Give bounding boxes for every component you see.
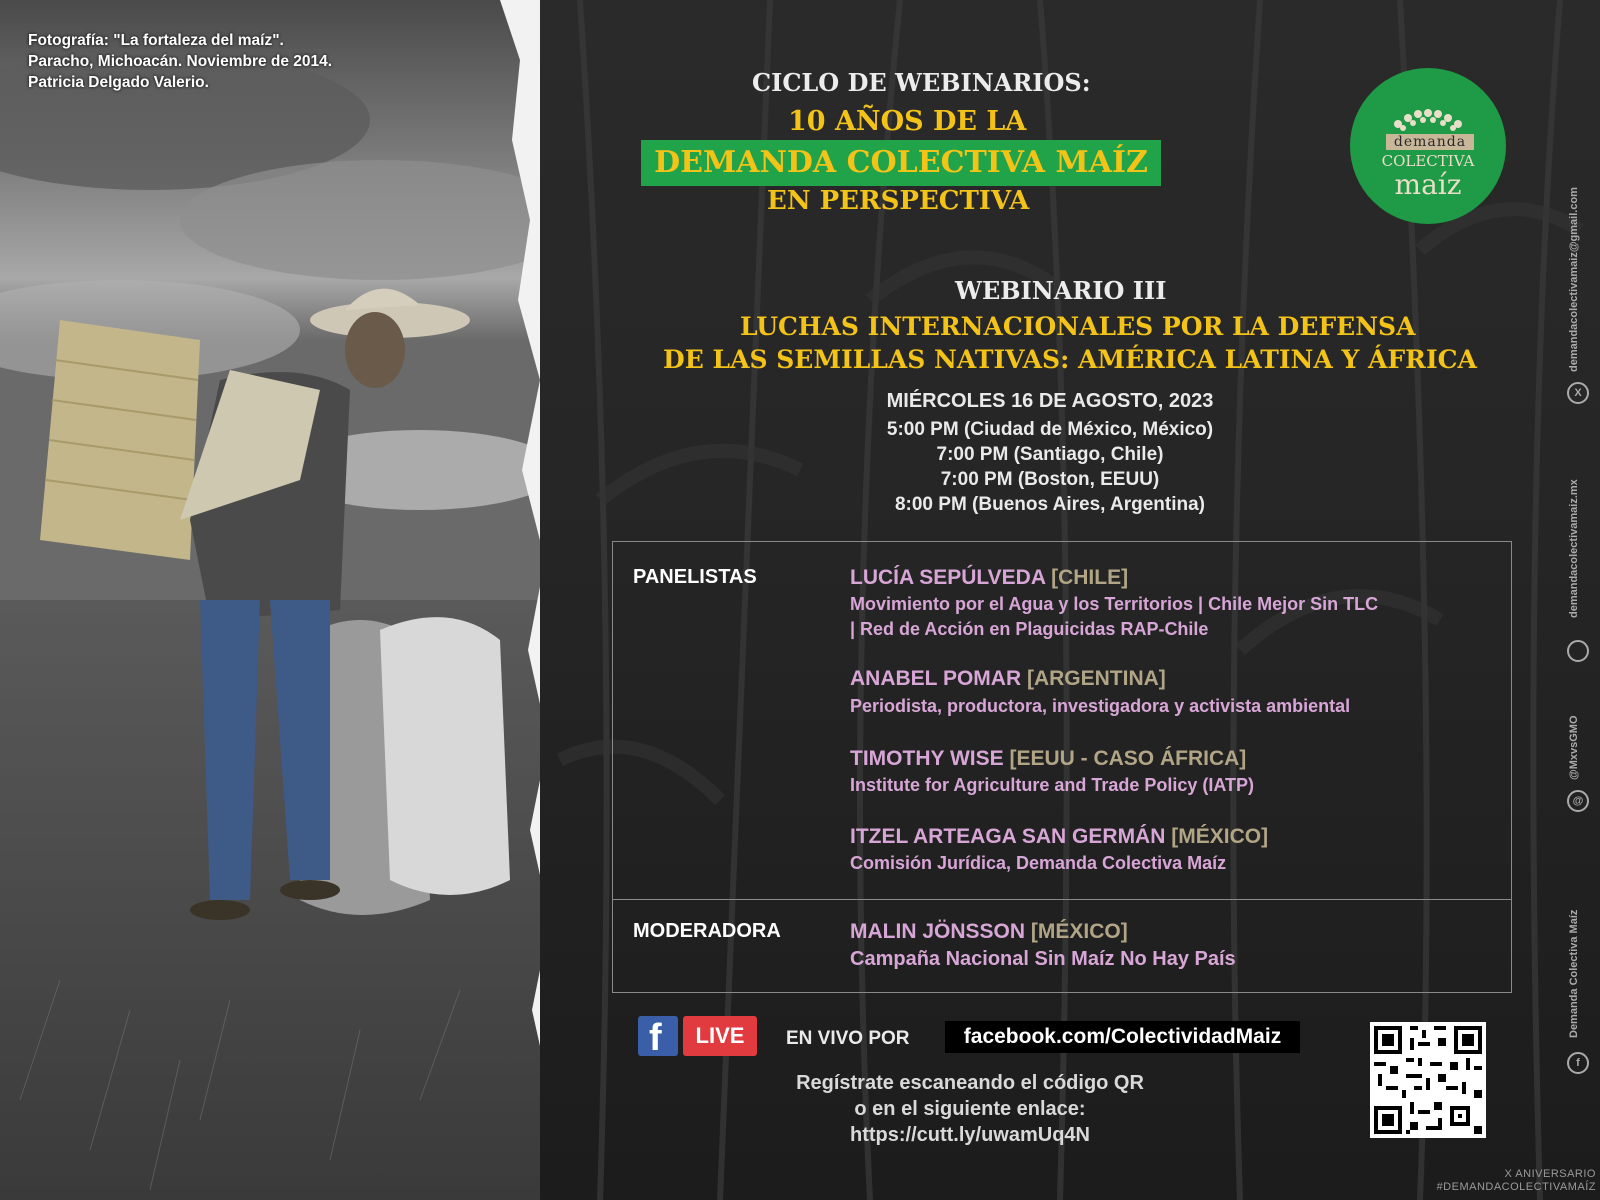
panelist-affiliation: Periodista, productora, investigadora y activista ambiental	[850, 696, 1351, 716]
panelist-affiliation	[850, 592, 1378, 642]
email-vertical[interactable]: demandacolectivamaiz@gmail.com	[1568, 187, 1580, 372]
moderator-affiliation: Campaña Nacional Sin Maíz No Hay País	[850, 948, 1236, 970]
panelist-name	[850, 825, 1268, 849]
web-icon	[1567, 640, 1589, 662]
at-icon: @	[1567, 790, 1589, 812]
anniversary-line-1: X ANIVERSARIO	[1504, 1168, 1596, 1180]
event-date: MIÉRCOLES 16 DE AGOSTO, 2023	[886, 390, 1214, 412]
facebook-small-icon: f	[1567, 1052, 1589, 1074]
anniversary-tag	[1437, 1168, 1596, 1194]
title-line-1: 10 AÑOS DE LA	[788, 106, 1027, 137]
moderator-name	[850, 920, 1128, 944]
register-text	[740, 1070, 1200, 1148]
panelist-name-text: TIMOTHY WISE	[850, 747, 1004, 770]
panelist-affiliation: Institute for Agriculture and Trade Policy (IATP)	[850, 775, 1255, 795]
en-vivo-label: EN VIVO POR	[786, 1028, 910, 1049]
cycle-title: CICLO DE WEBINARIOS:	[752, 68, 1091, 97]
cover-photo	[0, 0, 570, 1200]
register-line-1: Regístrate escaneando el código QR	[796, 1072, 1144, 1094]
website-vertical[interactable]: demandacolectivamaiz.mx	[1568, 479, 1580, 618]
panelist-country: [CHILE]	[1051, 566, 1129, 589]
demanda-colectiva-maiz-logo	[1350, 68, 1506, 224]
panelist-country: [ARGENTINA]	[1026, 667, 1166, 690]
time-boston: 7:00 PM (Boston, EEUU)	[940, 469, 1160, 490]
webinar-subtitle-1: LUCHAS INTERNACIONALES POR LA DEFENSA	[740, 312, 1416, 341]
time-santiago: 7:00 PM (Santiago, Chile)	[936, 444, 1164, 465]
x-twitter-icon: X	[1567, 382, 1589, 404]
logo-word-demanda: demanda	[1386, 134, 1474, 150]
webinar-subtitle-2: DE LAS SEMILLAS NATIVAS: AMÉRICA LATINA Y ÁFRICA	[663, 345, 1477, 374]
live-badge: LIVE	[683, 1016, 757, 1056]
panelist-name	[850, 667, 1166, 691]
facebook-page-vertical[interactable]: Demanda Colectiva Maíz	[1568, 909, 1580, 1038]
webinar-number: WEBINARIO III	[955, 276, 1167, 305]
title-line-2-highlight: DEMANDA COLECTIVA MAÍZ	[641, 140, 1161, 186]
moderator-country: [MÉXICO]	[1030, 920, 1128, 943]
panelist-name-text: LUCÍA SEPÚLVEDA	[850, 566, 1046, 589]
logo-word-maiz: maíz	[1394, 168, 1462, 201]
twitter-handle-vertical[interactable]: @MxvsGMO	[1568, 715, 1580, 780]
facebook-glyph: f	[649, 1017, 662, 1059]
register-link[interactable]: https://cutt.ly/uwamUq4N	[849, 1124, 1090, 1146]
panelist-affiliation: Comisión Jurídica, Demanda Colectiva Maíz	[850, 853, 1227, 873]
moderator-label: MODERADORA	[633, 920, 781, 942]
affiliation-line-2: | Red de Acción en Plaguicidas RAP-Chile	[850, 619, 1209, 639]
logo-word-colectiva: COLECTIVA	[1381, 152, 1475, 170]
time-buenos-aires: 8:00 PM (Buenos Aires, Argentina)	[894, 494, 1206, 515]
panelists-label: PANELISTAS	[633, 566, 757, 588]
box-divider	[613, 899, 1511, 900]
title-line-3: EN PERSPECTIVA	[767, 186, 1030, 216]
panelist-name-text: ANABEL POMAR	[850, 667, 1022, 690]
photo-credit: Fotografía: "La fortaleza del maíz". Paracho, Michoacán. Noviembre de 2014. Patricia Delgado Valerio.	[28, 32, 333, 91]
panelist-name	[850, 747, 1246, 771]
moderator-name-text: MALIN JÖNSSON	[850, 920, 1026, 943]
facebook-url-link[interactable]: facebook.com/ColectividadMaiz	[945, 1021, 1300, 1053]
event-times	[820, 417, 1280, 517]
affiliation-line-1: Movimiento por el Agua y los Territorios | Chile Mejor Sin TLC	[850, 594, 1379, 614]
panelist-name-text: ITZEL ARTEAGA SAN GERMÁN	[850, 825, 1166, 848]
qr-code[interactable]	[1370, 1022, 1486, 1138]
panelist-name	[850, 566, 1128, 590]
register-line-2: o en el siguiente enlace:	[854, 1098, 1086, 1120]
anniversary-hashtag: #DEMANDACOLECTIVAMAÍZ	[1436, 1181, 1596, 1193]
panelist-country: [EEUU - CASO ÁFRICA]	[1009, 747, 1247, 770]
facebook-icon	[638, 1016, 678, 1059]
time-mexico: 5:00 PM (Ciudad de México, México)	[886, 419, 1214, 440]
panelist-country: [MÉXICO]	[1171, 825, 1269, 848]
